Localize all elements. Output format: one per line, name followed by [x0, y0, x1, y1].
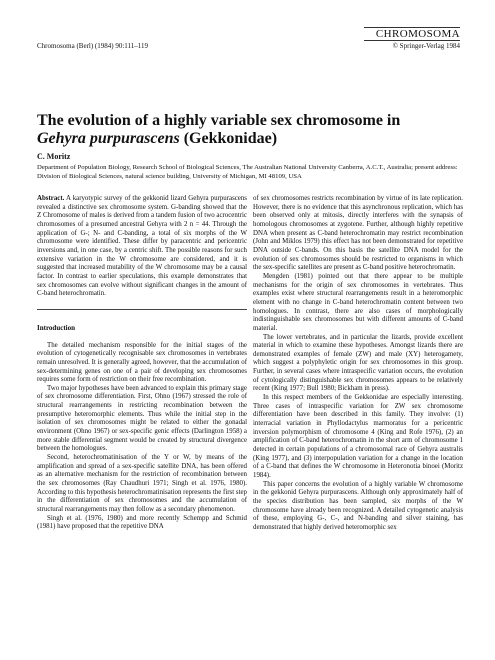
intro-paragraph: Second, heterochromatinisation of the Y or W, by means of the amplification and spread of a sex-specific satellite DNA, has been offered as an alternative mechanism for the restriction of recombination between the sex chromosomes (Ray Chaudhuri 1971; Singh et al. 1976, 1980). According to this hypothesis heterochromatinisation represents the first step in the differentiation of sex chromosomes and the accumulation of structural rearrangements may then follow as a secondary phenomenon. [37, 454, 247, 513]
body-paragraph: This paper concerns the evolution of a highly variable W chromosome in the gekkonid Gehyra purpurascens. Although only approximately half of the species distribution has been sampled, six morphs of the W chromosome have already been recognized. A detailed cytogenetic analysis of these, employing G-, C-, and N-banding and silver staining, has demonstrated that highly derived heteromorphic sex [253, 480, 463, 531]
copyright-notice: © Springer-Verlag 1984 [392, 42, 460, 50]
title-line-1: The evolution of a highly variable sex chromosome in [37, 112, 401, 129]
left-column [37, 195, 247, 532]
body-paragraph: Mengden (1981) pointed out that there appear to be multiple mechanisms for the origin of sex chromosomes in vertebrates. Thus examples exist where structural rearrangements result in a heteromorphic element with no change in C-band heterochromatin content between two homologues. In contrast, there are also cases of morphologically indistinguishable sex chromosomes but with different amounts of C-band material. [253, 272, 463, 332]
article-title [37, 112, 457, 148]
abstract-text: A karyotypic survey of the gekkonid lizard Gehyra purpurascens revealed a distinctive sex chromosome system. G-banding showed that the Z Chromosome of males is derived from a tandem fusion of two acrocentric chromosomes of a presumed ancestral Gehyra with 2 n = 44. Through the application of G-; N- and C-banding, a total of six morphs of the W chromosome were identified. These differ by paracentric and pericentric inversions and, in one case, by a centric shift. The possible reasons for such extensive variation in the W chromosome are considered, and it is suggested that increased mutability of the W chromosome may be a causal factor. In contrast to earlier speculations, this example demonstrates that sex chromosomes can evolve without significant changes in the amount of C-band heterochromatin. [37, 195, 247, 298]
introduction-heading: Introduction [37, 323, 75, 332]
title-family: (Gekkonidae) [179, 130, 278, 147]
intro-paragraph: Singh et al. (1976, 1980) and more recently Schempp and Schmid (1981) have proposed that the repetitive DNA [37, 514, 247, 531]
author-affiliation: Department of Population Biology, Research School of Biological Sciences, The Australian National University Canberra, A.C.T., Australia; present address: Division of Biological Sciences, natural science building, University of Michigan, MI 48109, USA [37, 164, 458, 180]
journal-masthead [364, 27, 460, 50]
abstract-label: Abstract. [37, 195, 65, 202]
abstract [37, 195, 247, 299]
journal-citation: Chromosoma (Berl) (1984) 90:111–119 [37, 42, 149, 50]
journal-name: CHROMOSOMA [364, 27, 460, 41]
body-paragraph: In this respect members of the Gekkonidae are especially interesting. Three cases of intraspecific variation for ZW sex chromosome differentiation have been described in this family. They involve: (1) interracial variation in Phyllodactylus marmoratus for a pericentric inversion polymorphism of chromosome 4 (King and Rofe 1976), (2) an amplification of C-band heterochromatin in the short arm of chromosome 1 detected in certain populations of a chromosomal race of Gehyra australis (King 1977), and (3) interpopulation variation for a change in the location of a C-band that defines the W chromosome in Heteronotia binoei (Moritz 1984). [253, 394, 463, 479]
title-species-name: Gehyra purpurascens [37, 130, 180, 147]
body-paragraph: of sex chromosomes restricts recombination by virtue of its late replication. However, there is no evidence that this asynchronous replication, which has been observed only at mitosis, directly interferes with the synapsis of homologous chromosomes at zygotene. Further, although highly repetitive DNA when present as C-band heterochromatin may restrict recombination (John and Miklos 1979) this effect has not been demonstrated for repetitive DNA outside C-bands. On this basis the satellite DNA model for the evolution of sex chromosomes should be restricted to organisms in which the sex-specific satellites are present as C-band positive heterochromatin. [253, 195, 463, 272]
body-paragraph: The lower vertebrates, and in particular the lizards, provide excellent material in which to examine these hypotheses. Amongst lizards there are demonstrated examples of female (ZW) and male (XY) heterogamety, which suggest a polyphyletic origin for sex chromosomes in this group. Further, in several cases where intraspecific variation occurs, the evolution of cytologically distinguishable sex chromosomes appears to be relatively recent (King 1977; Bull 1980; Bickham in press). [253, 333, 463, 393]
abstract-divider [37, 309, 247, 310]
right-column [253, 195, 463, 533]
intro-paragraph: Two major hypotheses have been advanced to explain this primary stage of sex chromosome differentiation. First, Ohno (1967) stressed the role of structural rearrangements in restricting recombination between the presumptive heteromorphic elements. Thus while the initial step in the isolation of sex chromosomes might be related to either the gonadal environment (Ohno 1967) or sex-specific genic effects (Darlington 1958) a more stable differential segment would be created by structural divergence between the homologues. [37, 384, 247, 453]
title-line-2 [37, 130, 457, 148]
author-name: C. Moritz [37, 152, 71, 161]
intro-paragraph: The detailed mechanism responsible for the initial stages of the evolution of cytogenetically recognisable sex chromosomes in vertebrates remain unresolved. It is generally agreed, however, that the accumulation of sex-determining genes on one of a pair of developing sex chromosomes requires some form of restriction on their free recombination. [37, 341, 247, 384]
